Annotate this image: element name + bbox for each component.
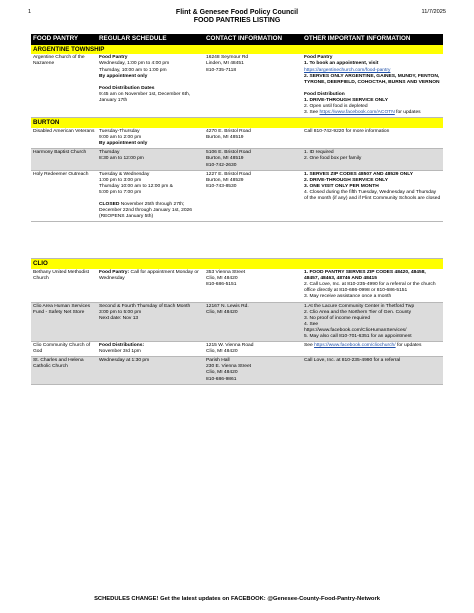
column-header-contact: CONTACT INFORMATION <box>204 34 302 44</box>
pantry-name: Holy Redeemer Outreach <box>31 170 97 222</box>
other-info-cell <box>302 269 443 302</box>
info-line: Food Distribution <box>304 91 345 97</box>
info-line <box>304 110 441 116</box>
table-row <box>31 149 443 170</box>
info-line: 1. SERVES ZIP CODES 48507 AND 48529 ONLY <box>304 171 414 177</box>
info-line: 4. Closed during the fifth Tuesday, Wednesday and Thursday of the month (if any) and if Flint Community Schools are closed <box>304 189 441 201</box>
contact-line: Burton, MI 48529 <box>206 177 244 183</box>
info-line: 1. FOOD PANTRY SERVES ZIP CODES 48420, 48458, 48457, 48463, 48746 AND 48415 <box>304 270 426 282</box>
contact-line: 810-735-7118 <box>206 67 237 73</box>
info-line: 3. ONE VISIT ONLY PER MONTH <box>304 183 379 189</box>
schedule-cell <box>97 128 204 149</box>
schedule-line: 9:45 am on November 1st, December 6th, January 17th <box>99 91 191 103</box>
info-line: 5. May also call 810-701-6351 for an appointment <box>304 333 412 339</box>
contact-cell <box>204 149 302 170</box>
table-row <box>31 302 443 342</box>
info-line: 3. May receive assistance once a month <box>304 294 392 300</box>
table-row <box>31 54 443 117</box>
schedule-line: By appointment only <box>99 141 148 147</box>
contact-line: Clio, MI 48420 <box>206 276 238 282</box>
info-link[interactable]: https://argentinechurch.com/food-pantry <box>304 67 391 73</box>
schedule-line: Food Pantry <box>99 55 128 61</box>
contact-cell <box>204 128 302 149</box>
info-line: 1. DRIVE-THROUGH SERVICE ONLY <box>304 97 388 103</box>
info-text: for updates <box>394 110 421 116</box>
contact-line: Burton, MI 48519 <box>206 135 244 141</box>
schedule-cell <box>97 54 204 117</box>
table-row <box>31 342 443 357</box>
document-date: 11/7/2025 <box>421 9 446 15</box>
schedule-line: Wednesday, 1:00 pm to 4:00 pm <box>99 61 170 67</box>
contact-line: 1227 E. Bristol Road <box>206 171 251 177</box>
table-row <box>31 170 443 222</box>
section-header-burton: BURTON <box>31 118 443 128</box>
contact-cell <box>204 269 302 302</box>
table-row <box>31 128 443 149</box>
contact-cell <box>204 357 302 384</box>
contact-line: Clio, MI 48420 <box>206 309 238 315</box>
contact-line: Clio, MI 48420 <box>206 349 238 355</box>
info-line: 2. Call Love, Inc. at 810-235-4990 for a referral or the church office directly at 810-686-0998 or 810-686-5151 <box>304 282 436 294</box>
schedule-line: Thursday, 10:00 am to 1:00 pm <box>99 67 167 73</box>
info-line: Food Pantry <box>304 55 333 61</box>
food-pantries-table <box>31 34 443 385</box>
schedule-line: November 3rd 1pm <box>99 349 141 355</box>
column-header-pantry: FOOD PANTRY <box>31 34 97 44</box>
footer-note: SCHEDULES CHANGE! Get the latest updates on FACEBOOK: @Genesee-County-Food-Pantry-Network <box>94 596 380 602</box>
schedule-line: Food Distribution Dates <box>99 85 155 91</box>
contact-line: 810-742-2630 <box>206 162 237 168</box>
schedule-line: 1:00 pm to 3:00 pm <box>99 177 142 183</box>
column-header-other: OTHER IMPORTANT INFORMATION <box>302 34 443 44</box>
section-header-argentine: ARGENTINE TOWNSHIP <box>31 44 443 54</box>
schedule-line: Second & Fourth Thursday of Each Month <box>99 303 191 309</box>
pantry-name: Bethany United Methodist Church <box>31 269 97 302</box>
pantry-name: St. Charles and Helena Catholic Church <box>31 357 97 384</box>
pantry-name: Disabled American Veterans <box>31 128 97 149</box>
info-line: 4. See <box>304 321 319 327</box>
page-header <box>28 9 446 24</box>
table-row <box>31 357 443 384</box>
schedule-cell <box>97 269 204 302</box>
info-line: 3. No proof of income required <box>304 315 371 321</box>
other-info-cell <box>302 54 443 117</box>
info-line: 1. To book an appointment, visit <box>304 61 379 67</box>
other-info-cell <box>302 170 443 222</box>
schedule-cell <box>97 342 204 357</box>
contact-line: Burton, MI 48519 <box>206 156 244 162</box>
schedule-line: Thursday 10:00 am to 12:00 pm & <box>99 183 173 189</box>
closed-dates: November 25th through 27th; December 22nd through January 1st, 2026 (REOPENS January 5th) <box>99 201 192 220</box>
info-link[interactable]: https://www.facebook.com/ACOTN <box>319 110 395 116</box>
contact-line: 12167 N. Lewis Rd. <box>206 303 249 309</box>
other-info-cell <box>302 128 443 149</box>
other-info-cell <box>302 342 443 357</box>
other-info-cell <box>302 357 443 384</box>
pantry-name: Argentine Church of the Nazarene <box>31 54 97 117</box>
table-header-row <box>31 34 443 44</box>
schedule-line: Food Distributions: <box>99 343 145 349</box>
title-line-1: Flint & Genesee Food Policy Council <box>175 9 299 16</box>
contact-cell <box>204 342 302 357</box>
contact-line: 230 E. Vienna Street <box>206 364 252 370</box>
info-text: 3. See <box>304 110 320 116</box>
info-line: 2. Open until food is depleted <box>304 104 368 110</box>
pantry-name: Clio Community Church of God <box>31 342 97 357</box>
schedule-cell <box>97 357 204 384</box>
schedule-line: Thursday <box>99 150 120 156</box>
contact-line: Parish Hall <box>206 358 230 364</box>
info-line <box>304 343 441 349</box>
info-line: Call 810-742-9220 for more information <box>304 129 390 135</box>
column-header-schedule: REGULAR SCHEDULE <box>97 34 204 44</box>
info-text: See <box>304 343 315 349</box>
other-info-cell <box>302 149 443 170</box>
blank-row <box>31 222 443 259</box>
schedule-cell <box>97 149 204 170</box>
info-text: for updates <box>395 343 422 349</box>
schedule-cell <box>97 170 204 222</box>
info-line: 1. ID required <box>304 150 334 156</box>
info-link[interactable]: https://www.facebook.com/cliochurch/ <box>314 343 396 349</box>
pantry-name: Harmony Baptist Church <box>31 149 97 170</box>
contact-line: Clio, MI 48420 <box>206 370 238 376</box>
info-line: 2. SERVES ONLY ARGENTINE, GAINES, MUNDY, FENTON, TYRONE, DEERFIELD, COHOCTAH, BURNS AND VERNON <box>304 73 440 85</box>
title-line-2: FOOD PANTRIES LISTING <box>193 17 281 24</box>
document-title <box>28 9 446 25</box>
schedule-line: Tuesday & Wednesday <box>99 171 150 177</box>
contact-line: 810-686-9861 <box>206 376 237 382</box>
contact-line: 16248 Seymour Rd <box>206 55 249 61</box>
contact-cell <box>204 54 302 117</box>
schedule-line: Next date: Nov 13 <box>99 315 139 321</box>
schedule-line: 8:30 am to 12:00 pm <box>99 156 144 162</box>
schedule-line: 3:00 pm to 5:00 pm <box>99 309 142 315</box>
section-header-clio: CLIO <box>31 259 443 269</box>
table-row <box>31 269 443 302</box>
contact-line: 810-686-5151 <box>206 282 237 288</box>
contact-line: Linden, MI 48451 <box>206 61 244 67</box>
pantry-name: Clio Area Human Services Fund - Safety Net Store <box>31 302 97 342</box>
schedule-line: 5:00 pm to 7:00 pm <box>99 189 142 195</box>
schedule-line <box>99 202 202 220</box>
other-info-cell <box>302 302 443 342</box>
schedule-line <box>99 270 202 282</box>
info-line: Call Love, Inc. at 810-235-4990 for a referral <box>304 358 401 364</box>
schedule-cell <box>97 302 204 342</box>
info-link[interactable]: https://www.facebook.com/ClioHumanServices/ <box>304 327 407 333</box>
contact-line: 353 Vienna Street <box>206 270 246 276</box>
page-number: 1 <box>28 9 32 15</box>
schedule-line: Tuesday-Thursday <box>99 129 140 135</box>
schedule-line: By appointment only <box>99 73 148 79</box>
info-line: 2. DRIVE-THROUGH SERVICE ONLY <box>304 177 388 183</box>
info-line: 1.At the Lacure Community Center in Thetford Twp <box>304 303 415 309</box>
contact-cell <box>204 170 302 222</box>
schedule-line: 9:00 am to 2:00 pm <box>99 135 142 141</box>
contact-line: 5106 E. Bristol Road <box>206 150 251 156</box>
info-line: 2. Clio Area and the Northern Tier of Gen. County <box>304 309 412 315</box>
schedule-label: Food Pantry: <box>99 270 130 276</box>
contact-line: 4270 E. Bristol Road <box>206 129 251 135</box>
schedule-line: Wednesday at 1:30 pm <box>99 358 150 364</box>
contact-cell <box>204 302 302 342</box>
closed-label: CLOSED <box>99 201 120 207</box>
contact-line: 1215 W. Vienna Road <box>206 343 254 349</box>
contact-line: 810-743-8530 <box>206 183 237 189</box>
info-line: 2. One food box per family <box>304 156 362 162</box>
schedule-text: Call for appointment Monday or Wednesday <box>99 270 199 282</box>
